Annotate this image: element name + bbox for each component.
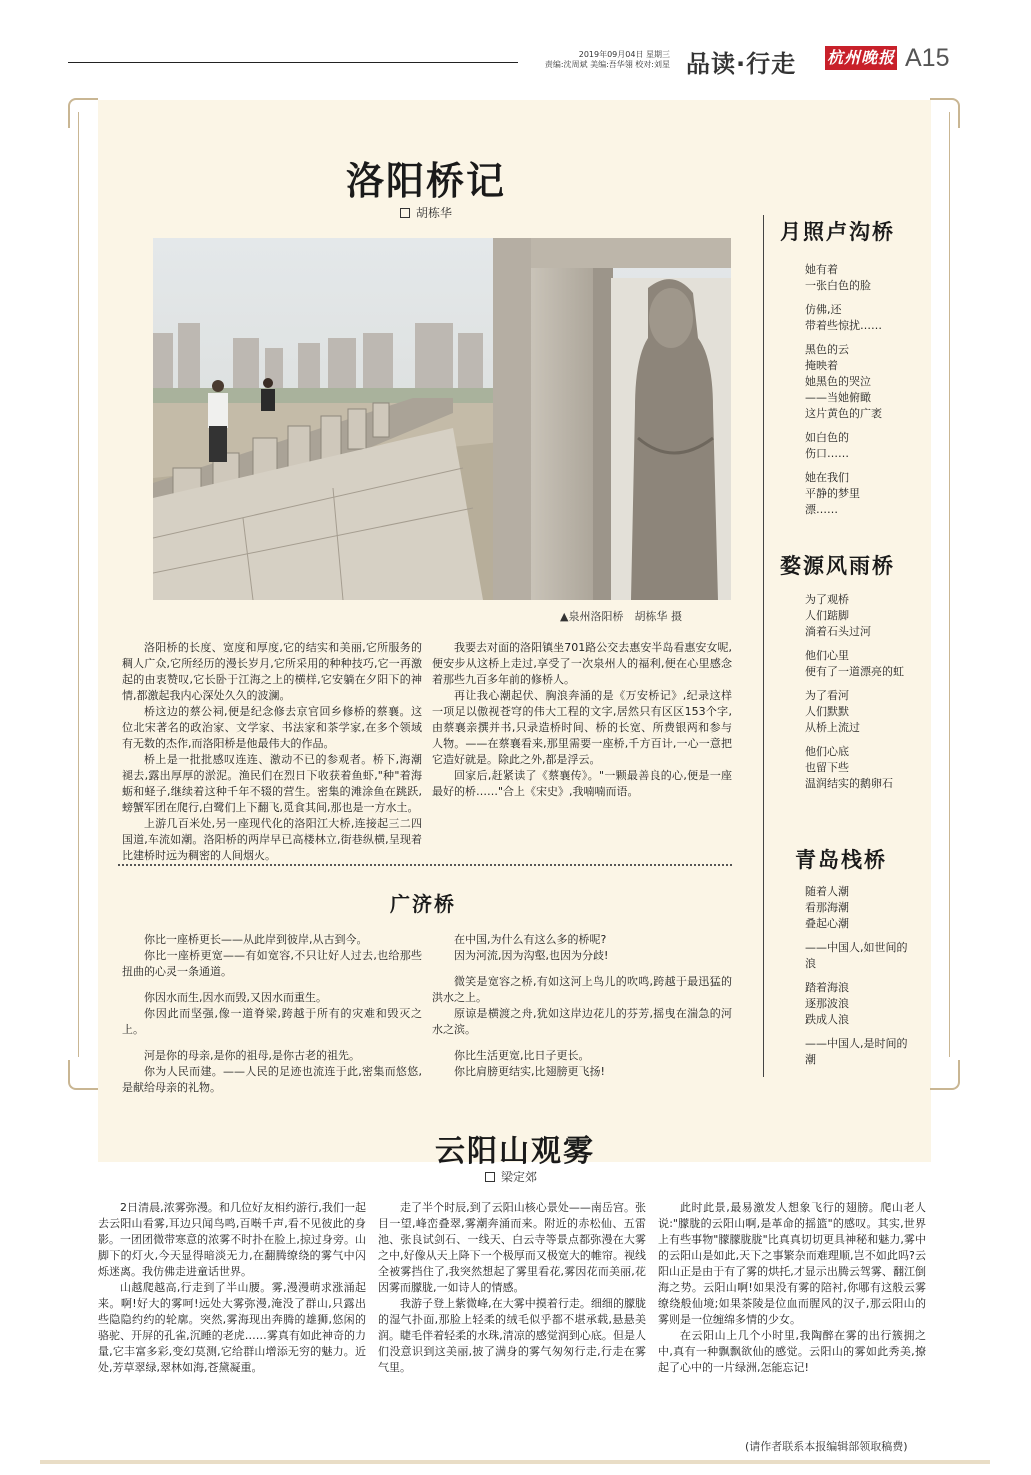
poem-line: ——中国人,如世间的浪 <box>805 941 908 970</box>
poem-line: 平静的梦里 <box>805 487 860 500</box>
guangji-line: 微笑是宽容之桥,有如这河上鸟儿的吹鸣,跨越于最迅猛的洪水之上。 <box>432 975 732 1004</box>
poem-line: 便有了一道漂亮的虹 <box>805 665 904 678</box>
guangji-line: 你比肩膀更结实,比翅膀更飞扬! <box>454 1065 605 1078</box>
article-byline <box>400 204 452 221</box>
poem-lugou <box>780 262 915 518</box>
poem-line: 一张白色的脸 <box>805 279 871 292</box>
guangji-column-right <box>432 932 732 1080</box>
yunyang-paragraph: 此时此景,最易激发人想象飞行的翅膀。爬山老人说:"朦胧的云阳山啊,是革命的摇篮"的感叹。其实,世界上有些事物"朦朦胧胧"比真真切切更具神秘和魅力,雾中的云阳山是如此,天下之事繁杂而难理顺,岂不如此吗?云阳山正是由于有了雾的烘托,才显示出腾云驾雾、翻江倒海之势。云阳山啊!如果没有雾的陪衬,你哪有这般云雾缭绕般仙境;如果茶陵是位血而腥风的汉子,那云阳山的雾则是一位缠绵多情的少女。 <box>658 1201 926 1326</box>
guangji-line: 河是你的母亲,是你的祖母,是你古老的祖先。 <box>144 1049 360 1062</box>
poem-line: 从桥上流过 <box>805 721 860 734</box>
border-line <box>949 112 950 1057</box>
yunyang-byline <box>485 1168 537 1185</box>
poem-line: 叠起心潮 <box>805 917 849 930</box>
poem-wuyuan <box>780 592 915 792</box>
poem-line: 逐那波浪 <box>805 997 849 1010</box>
poem-title-qingdao: 青岛栈桥 <box>795 847 887 872</box>
yunyang-column-3 <box>658 1200 926 1376</box>
guangji-line: 原谅是横渡之舟,犹如这岸边花儿的芬芳,摇曳在湍急的河水之滨。 <box>432 1007 732 1036</box>
poem-line: 他们心底 <box>805 745 849 758</box>
guangji-line: 你为人民而建。——人民的足迹也流连于此,密集而悠悠,是献给母亲的礼物。 <box>122 1065 422 1094</box>
poem-line: 她在我们 <box>805 471 849 484</box>
guangji-line: 因为河流,因为沟壑,也因为分歧! <box>454 949 609 962</box>
poem-line: 看那海潮 <box>805 901 849 914</box>
lead-paragraph: 洛阳桥的长度、宽度和厚度,它的结实和美丽,它所服务的稠人广众,它所经历的漫长岁月,它所采用的种种技巧,它一再激起的由衷赞叹,它长卧于江海之上的横样,它安躺在夕阳下的神情,都激起我内心深处久久的波澜。 <box>122 641 422 702</box>
poem-title-lugou: 月照卢沟桥 <box>780 219 895 244</box>
photo-caption: ▲泉州洛阳桥 胡栋华 摄 <box>560 610 682 623</box>
fee-note: (请作者联系本报编辑部领取稿费) <box>745 1440 908 1453</box>
yunyang-column-1 <box>98 1200 366 1376</box>
corner-ornament <box>930 98 960 128</box>
poem-line: 伤口…… <box>805 447 849 460</box>
bridge-photo <box>153 238 731 600</box>
guangji-line: 你因水而生,因水而毁,又因水而重生。 <box>144 991 327 1004</box>
guangji-line: 你因此而坚强,像一道脊梁,跨越于所有的灾难和毁灭之上。 <box>122 1007 422 1036</box>
issue-date: 2019年09月04日 星期三 <box>578 50 670 59</box>
poem-line: ——中国人,是时间的潮 <box>805 1037 908 1066</box>
border-line <box>78 112 79 1057</box>
header-meta <box>540 50 670 70</box>
corner-ornament <box>68 1060 98 1090</box>
bridge-photo-illustration <box>153 238 731 600</box>
poem-line: 掩映着 <box>805 359 838 372</box>
bottom-bar <box>40 1460 990 1464</box>
article-title: 洛阳桥记 <box>345 158 506 203</box>
poem-line: 人们踮脚 <box>805 609 849 622</box>
header-rule <box>68 62 518 63</box>
poem-qingdao <box>780 884 915 1068</box>
sidebar-rule <box>763 215 764 1077</box>
poem-line: ——当她俯瞰 <box>805 391 871 404</box>
guangji-title: 广济桥 <box>390 892 456 916</box>
author-name: 胡栋华 <box>416 206 453 220</box>
poem-line: 漂…… <box>805 503 838 516</box>
poem-line: 踏着海浪 <box>805 981 849 994</box>
masthead-logo: 杭州晚报 <box>825 46 897 70</box>
poem-title-wuyuan: 婺源风雨桥 <box>780 553 895 578</box>
poem-line: 如白色的 <box>805 431 849 444</box>
poem-line: 仿佛,还 <box>805 303 842 316</box>
lead-paragraph: 上游几百米处,另一座现代化的洛阳江大桥,连接起三二四国道,车流如潮。洛阳桥的两岸早已高楼林立,街巷纵横,呈现着比建桥时远为稠密的人间烟火。 <box>122 817 422 862</box>
byline-box-icon <box>400 208 410 218</box>
page-number: A15 <box>905 44 950 72</box>
poem-line: 她有着 <box>805 263 838 276</box>
editors-line: 责编:沈周斌 美编:吾华翎 校对:刘星 <box>544 60 670 69</box>
yunyang-paragraph: 我游子登上紫微峰,在大雾中摸着行走。细细的朦胧的湿气扑面,那脸上轻柔的绒毛似乎都不堪承载,悬悬美润。睫毛伴着轻柔的水珠,清凉的感觉润到心底。但是人们没意识到这美丽,披了满身的雾气匆匆行走,行走在雾气里。 <box>378 1297 646 1374</box>
corner-ornament <box>68 98 98 128</box>
yunyang-paragraph: 走了半个时辰,到了云阳山核心景处——南岳宫。张目一望,峰峦叠翠,雾潮奔涌而来。附近的赤松仙、五雷池、张良试剑石、一线天、白云寺等景点都弥漫在大雾之中,好像从天上降下一个极厚而又极宽大的帷帘。视线全被雾挡住了,我突然想起了雾里看花,雾因花而美丽,花因雾而朦胧,一如诗人的情感。 <box>378 1201 646 1294</box>
poem-line: 为了观桥 <box>805 593 849 606</box>
corner-ornament <box>930 1060 960 1090</box>
lead-paragraph: 回家后,赶紧读了《蔡襄传》。"一颗最善良的心,便是一座最好的桥……"合上《宋史》,我喃喃而语。 <box>432 769 732 798</box>
poem-line: 也留下些 <box>805 761 849 774</box>
poem-line: 人们默默 <box>805 705 849 718</box>
yunyang-paragraph: 2日清晨,浓雾弥漫。和几位好友相约游行,我们一起去云阳山看雾,耳边只闻鸟鸣,百啭千声,看不见彼此的身影。一团团微带寒意的浓雾不时扑在脸上,掠过身旁。山脚下的灯火,今天显得暗淡无力,在翻腾缭绕的雾气中闪烁迷离。我仿佛走进童话世界。 <box>98 1201 366 1278</box>
lead-paragraph: 桥上是一批批感叹连连、激动不已的参观者。桥下,海潮褪去,露出厚厚的淤泥。渔民们在烈日下收获着鱼虾,"种"着海蛎和蛏子,继续着这种千年不辍的营生。密集的滩涂鱼在跳跃,螃蟹军团在爬行,白鹭们上下翻飞,觅食其间,那也是一方水土。 <box>122 753 422 814</box>
lead-paragraph: 再让我心潮起伏、胸浪奔涌的是《万安桥记》,纪录这样一项足以傲视苍穹的伟大工程的文字,居然只有区区153个字,由蔡襄亲撰并书,只录造桥时间、桥的长宽、所费银两和参与人物。——在蔡襄看来,那里需要一座桥,千方百计,一心一意把它造好就是。除此之外,都是浮云。 <box>432 689 732 766</box>
guangji-column-left <box>122 932 422 1096</box>
author-name: 梁定郊 <box>501 1170 538 1184</box>
poem-line: 黑色的云 <box>805 343 849 356</box>
guangji-line: 在中国,为什么有这么多的桥呢? <box>454 933 607 946</box>
poem-line: 淌着石头过河 <box>805 625 871 638</box>
poem-line: 随着人潮 <box>805 885 849 898</box>
poem-line: 为了看河 <box>805 689 849 702</box>
yunyang-paragraph: 在云阳山上几个小时里,我陶醉在雾的出行簇拥之中,真有一种飘飘欲仙的感觉。云阳山的雾如此秀美,撩起了心中的一片绿洲,怎能忘记! <box>658 1329 926 1374</box>
lead-column-left <box>122 640 422 864</box>
poem-line: 他们心里 <box>805 649 849 662</box>
poem-line: 温润结实的鹅卵石 <box>805 777 893 790</box>
yunyang-paragraph: 山越爬越高,行走到了半山腰。雾,漫漫萌求涨涌起来。啊!好大的雾呵!远处大雾弥漫,淹没了群山,只露出些隐隐约约的轮廓。突然,雾海现出奔腾的雄狮,悠闲的骆驼、开屏的孔雀,沉睡的老虎……雾真有如此神奇的力量,它丰富多彩,变幻莫测,它给群山增添无穷的魅力。近处,芳草翠绿,翠林如海,苍黛凝重。 <box>98 1281 366 1374</box>
guangji-line: 你比一座桥更长——从此岸到彼岸,从古到今。 <box>144 933 368 946</box>
yunyang-title: 云阳山观雾 <box>435 1134 595 1169</box>
lead-column-right <box>432 640 732 800</box>
section-divider <box>118 864 732 866</box>
lead-paragraph: 我要去对面的洛阳镇坐701路公交去惠安半岛看惠安女呢,便安步从这桥上走过,享受了一次泉州人的福利,便在心里感念着那些九百多年前的修桥人。 <box>432 641 732 686</box>
poem-line: 这片黄色的广袤 <box>805 407 882 420</box>
poem-line: 她黑色的哭泣 <box>805 375 871 388</box>
byline-box-icon <box>485 1172 495 1182</box>
guangji-line: 你比生活更宽,比日子更长。 <box>454 1049 590 1062</box>
lead-paragraph: 桥这边的蔡公祠,便是纪念修去京官回乡修桥的蔡襄。这位北宋著名的政治家、文学家、书法家和茶学家,在多个领域有无数的杰作,而洛阳桥是他最伟大的作品。 <box>122 705 422 750</box>
yunyang-column-2 <box>378 1200 646 1376</box>
section-name: 品读·行走 <box>686 50 797 78</box>
poem-line: 带着些惊扰…… <box>805 319 882 332</box>
poem-line: 跌成人浪 <box>805 1013 849 1026</box>
guangji-line: 你比一座桥更宽——有如宽容,不只让好人过去,也给那些扭曲的心灵一条通道。 <box>122 949 422 978</box>
